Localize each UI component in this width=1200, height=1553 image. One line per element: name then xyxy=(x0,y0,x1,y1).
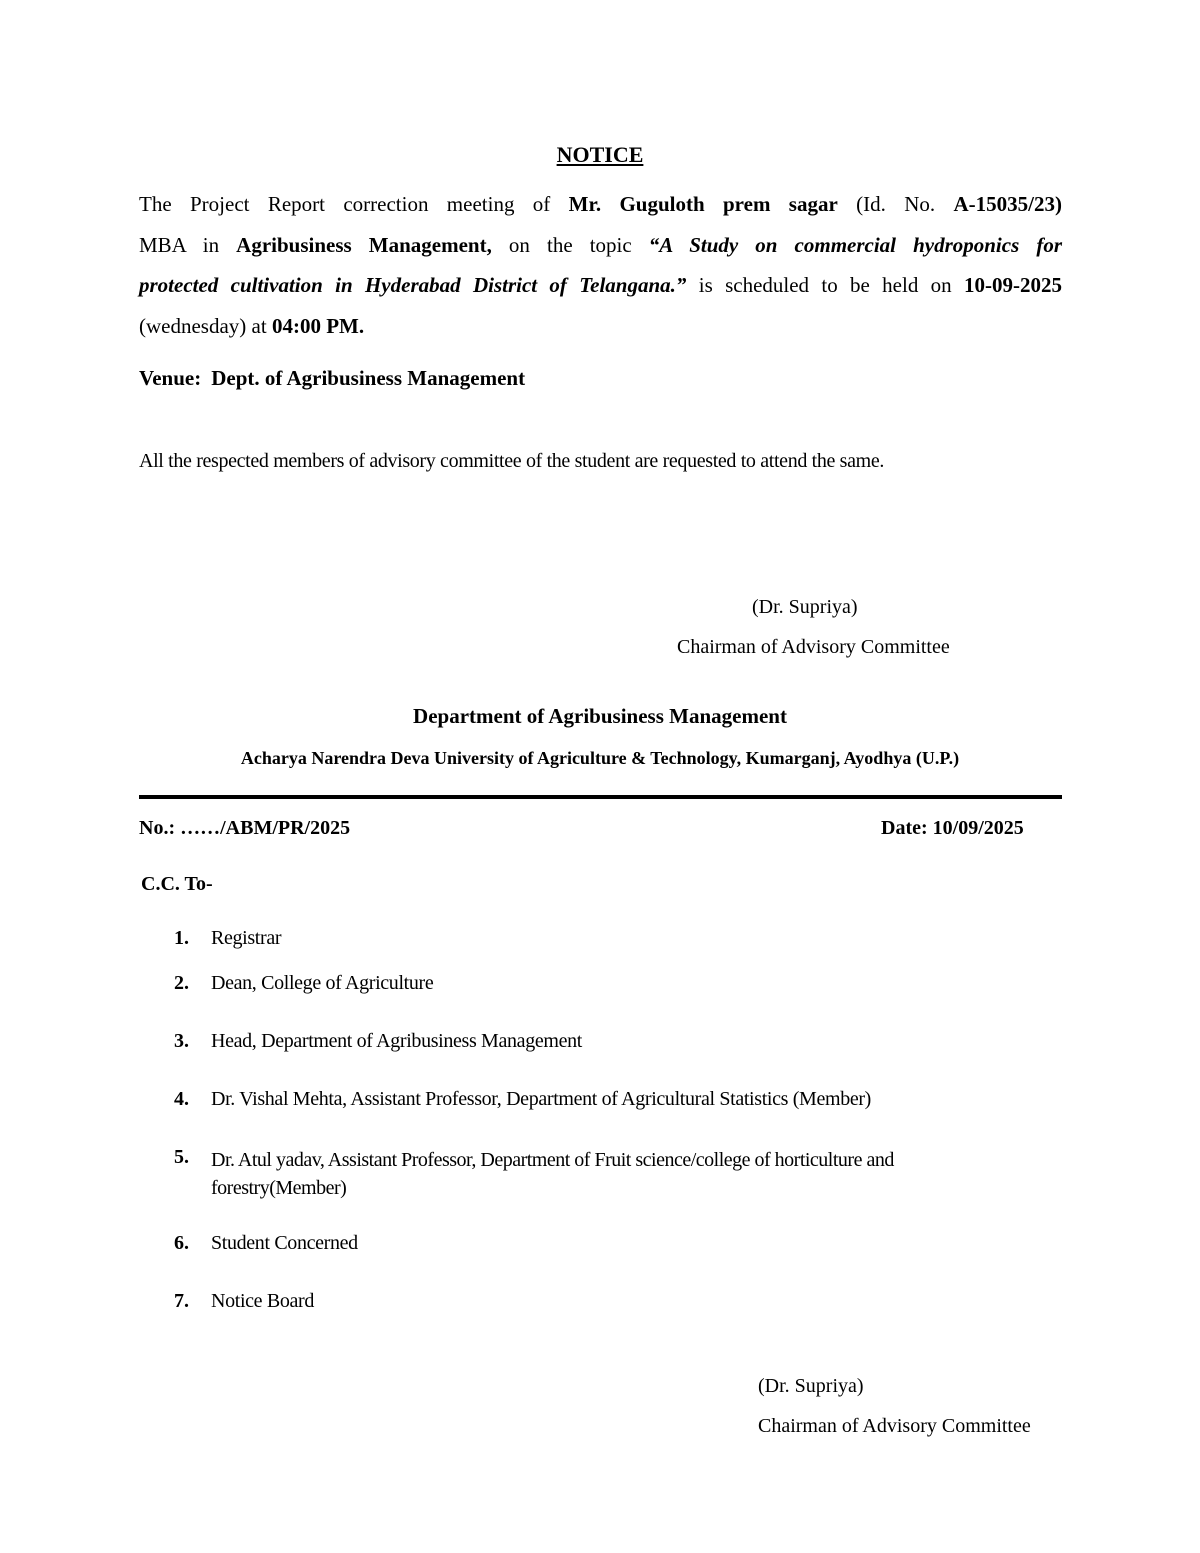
cc-heading: C.C. To- xyxy=(141,873,213,895)
department-heading: Department of Agribusiness Management xyxy=(413,704,787,728)
topic-title-start: “A Study on commercial hydroponics for xyxy=(648,232,1062,257)
notice-body xyxy=(139,184,1062,346)
notice-page: NOTICE The Project Report correction meeting of Mr. Guguloth prem sagar (Id. No. A-15035/23) MBA in Agribusiness Management, on the topic “A Study on commercial hydroponics for protected cultivation in Hyderabad District of Telangana.” is scheduled to be held on 10-09-2025 (wednesday) at 04:00 PM. Venue: Dept. of Agribusiness Management All the respected members of advisory committee of the student are requested to attend the same. (Dr. Supriya) Chairman of Advisory Committee Department of Agribusiness Management Acharya Narendra Deva University of Agriculture & Technology, Kumarganj, Ayodhya (U.P.) No.: ……/ABM/PR/2025 Date: 10/09/2025 C.C. To- 1. Registrar 2. Dean, College of Agriculture 3. Head, Department of Agribusiness Management 4. Dr. Vishal Mehta, Assistant Professor, Department of Agricultural Statistics (Member) 5. Dr. Atul yadav, Assistant Professor, Department of Fruit science/college of horticulture and forestry(Member) 6. Student Concerned 7. Notice Board (Dr. Supriya) Chairman of Advisory Committee xyxy=(0,0,1200,1553)
program-name: Agribusiness Management, xyxy=(236,232,492,257)
meeting-time: 04:00 PM. xyxy=(271,313,365,338)
venue-value: Dept. of Agribusiness Management xyxy=(211,366,526,390)
signatory-designation-bottom: Chairman of Advisory Committee xyxy=(758,1415,1031,1437)
signatory-name-bottom: (Dr. Supriya) xyxy=(758,1375,864,1397)
venue xyxy=(139,366,525,391)
reference-date: Date: 10/09/2025 xyxy=(881,817,1024,839)
meeting-date: 10-09-2025 xyxy=(964,273,1062,297)
notice-title: NOTICE xyxy=(556,142,644,167)
attendance-request: All the respected members of advisory committee of the student are requested to attend the same. xyxy=(139,450,885,472)
cc-list-item: 2. Dean, College of Agriculture xyxy=(174,972,434,994)
notice-line-2: MBA in Agribusiness Management, on the topic “A Study on commercial hydroponics for xyxy=(139,232,1062,257)
cc-list-item: 7. Notice Board xyxy=(174,1290,314,1312)
notice-line-1: The Project Report correction meeting of Mr. Guguloth prem sagar (Id. No. A-15035/23) xyxy=(139,192,1062,216)
university-heading: Acharya Narendra Deva University of Agriculture & Technology, Kumarganj, Ayodhya (U.P.) xyxy=(240,748,960,768)
divider-rule xyxy=(139,795,1062,799)
signatory-name: (Dr. Supriya) xyxy=(752,596,858,618)
student-name: Mr. Guguloth prem sagar xyxy=(568,192,838,216)
cc-list-item: 1. Registrar xyxy=(174,927,282,949)
venue-label: Venue: xyxy=(139,366,202,390)
student-id: A-15035/23) xyxy=(953,192,1062,216)
cc-list-item: 3. Head, Department of Agribusiness Management xyxy=(174,1030,582,1052)
notice-line-4: (wednesday) at 04:00 PM. xyxy=(139,313,365,338)
cc-list-item: 4. Dr. Vishal Mehta, Assistant Professor, Department of Agricultural Statistics (Member) xyxy=(174,1088,871,1110)
cc-list-item: 6. Student Concerned xyxy=(174,1232,358,1254)
notice-line-3: protected cultivation in Hyderabad District of Telangana.” is scheduled to be held on 10-09-2025 xyxy=(139,273,1062,297)
reference-number: No.: ……/ABM/PR/2025 xyxy=(139,817,351,839)
topic-title-end: protected cultivation in Hyderabad District of Telangana.” xyxy=(139,273,687,297)
signatory-designation: Chairman of Advisory Committee xyxy=(677,636,950,658)
